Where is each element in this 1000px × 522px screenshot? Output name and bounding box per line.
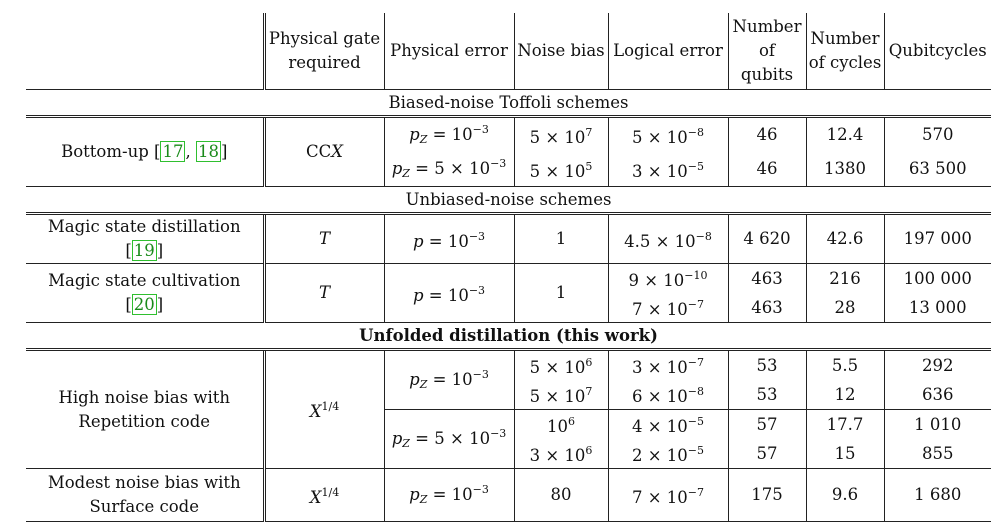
qubits-cell: 57	[728, 410, 806, 440]
gate-cell: T	[264, 264, 384, 323]
phys-error-cell: $p_Z = 5 \times 10^{-3}$	[384, 152, 514, 187]
qubitcycles-cell: 570	[884, 117, 991, 153]
qubitcycles-cell: 1 680	[884, 469, 991, 522]
results-table-wrapper	[26, 13, 991, 522]
table-row	[26, 350, 991, 381]
scheme-name: Magic state distillation [ 19 ]	[26, 214, 264, 264]
citation-link[interactable]: 17	[162, 142, 184, 161]
phys-error-cell: $p_Z = 10^{-3}$	[384, 350, 514, 410]
qubits-cell: 463	[728, 264, 806, 294]
bias-cell: $5 \times 10^5$	[514, 152, 608, 187]
qubits-cell: 57	[728, 439, 806, 469]
phys-error-cell: $p_Z = 10^{-3}$	[384, 117, 514, 153]
bias-cell: 1	[514, 214, 608, 264]
qubits-cell: 46	[728, 117, 806, 153]
section-unfolded	[26, 323, 991, 350]
header-logical-error: Logical error	[608, 13, 728, 90]
section-biased	[26, 90, 991, 117]
qubits-cell: 53	[728, 350, 806, 381]
header-gate: Physical gate required	[264, 13, 384, 90]
cycles-cell: 12	[806, 380, 884, 410]
header-noise-bias: Noise bias	[514, 13, 608, 90]
header-physical-error: Physical error	[384, 13, 514, 90]
citation-link[interactable]: 18	[197, 142, 219, 161]
gate-cell	[264, 117, 384, 187]
header-row	[26, 13, 991, 90]
citation-link[interactable]: 20	[133, 295, 155, 314]
bias-cell: $10^6$	[514, 410, 608, 440]
qubitcycles-cell: 13 000	[884, 293, 991, 323]
scheme-name: High noise bias with Repetition code	[26, 350, 264, 469]
gate-cell: T	[264, 214, 384, 264]
scheme-name: Magic state cultivation [ 20 ]	[48, 271, 241, 314]
logical-error-cell: $7 \times 10^{-7}$	[608, 469, 728, 522]
cycles-cell: 42.6	[806, 214, 884, 264]
bias-cell: $3 \times 10^6$	[514, 439, 608, 469]
phys-error-cell: $p_Z = 5 \times 10^{-3}$	[384, 410, 514, 469]
header-qubits: Number of qubits	[728, 13, 806, 90]
qubits-cell: 4 620	[728, 214, 806, 264]
qubitcycles-cell: 855	[884, 439, 991, 469]
cycles-cell: 1380	[806, 152, 884, 187]
bias-cell: $5 \times 10^6$	[514, 350, 608, 381]
qubitcycles-cell: 197 000	[884, 214, 991, 264]
section-title: Biased-noise Toffoli schemes	[26, 90, 991, 117]
logical-error-cell: $9 \times 10^{-10}$	[608, 264, 728, 294]
section-title: Unfolded distillation (this work)	[26, 323, 991, 350]
logical-error-cell: $5 \times 10^{-8}$	[608, 117, 728, 153]
qubits-cell: 463	[728, 293, 806, 323]
logical-error-cell: $2 \times 10^{-5}$	[608, 439, 728, 469]
cycles-cell: 216	[806, 264, 884, 294]
qubitcycles-cell: 1 010	[884, 410, 991, 440]
header-cycles: Number of cycles	[806, 13, 884, 90]
cycles-cell: 15	[806, 439, 884, 469]
scheme-name: Bottom-up [ 17 , 18 ]	[61, 142, 228, 161]
logical-error-cell: $4.5 \times 10^{-8}$	[608, 214, 728, 264]
cycles-cell: 12.4	[806, 117, 884, 153]
table-row	[26, 469, 991, 522]
qubitcycles-cell: 100 000	[884, 264, 991, 294]
header-empty	[26, 13, 264, 90]
qubits-cell: 46	[728, 152, 806, 187]
phys-error-cell: $p_Z = 10^{-3}$	[384, 469, 514, 522]
cycles-cell: 28	[806, 293, 884, 323]
header-qubitcycles: Qubitcycles	[884, 13, 991, 90]
qubitcycles-cell: 636	[884, 380, 991, 410]
logical-error-cell: $3 \times 10^{-7}$	[608, 350, 728, 381]
scheme-name: Modest noise bias with Surface code	[26, 469, 264, 522]
section-title: Unbiased-noise schemes	[26, 187, 991, 214]
table-row	[26, 214, 991, 264]
cycles-cell: 17.7	[806, 410, 884, 440]
table-row	[26, 117, 991, 153]
bias-cell: 1	[514, 264, 608, 323]
phys-error-cell: $p = 10^{-3}$	[384, 264, 514, 323]
logical-error-cell: $7 \times 10^{-7}$	[608, 293, 728, 323]
bias-cell: $5 \times 10^7$	[514, 380, 608, 410]
cycles-cell: 9.6	[806, 469, 884, 522]
gate-cell: $X^{1/4}$	[264, 469, 384, 522]
qubits-cell: 53	[728, 380, 806, 410]
gate-cell: $X^{1/4}$	[264, 350, 384, 469]
logical-error-cell: $3 \times 10^{-5}$	[608, 152, 728, 187]
qubitcycles-cell: 292	[884, 350, 991, 381]
gate-ccx: CCX	[306, 142, 343, 161]
bias-cell: $5 \times 10^7$	[514, 117, 608, 153]
qubits-cell: 175	[728, 469, 806, 522]
citation-link[interactable]: 19	[133, 241, 155, 260]
bias-cell: 80	[514, 469, 608, 522]
table-row	[26, 264, 991, 294]
section-unbiased	[26, 187, 991, 214]
comparison-table	[26, 13, 991, 522]
phys-error-cell: $p = 10^{-3}$	[384, 214, 514, 264]
cycles-cell: 5.5	[806, 350, 884, 381]
logical-error-cell: $4 \times 10^{-5}$	[608, 410, 728, 440]
qubitcycles-cell: 63 500	[884, 152, 991, 187]
logical-error-cell: $6 \times 10^{-8}$	[608, 380, 728, 410]
